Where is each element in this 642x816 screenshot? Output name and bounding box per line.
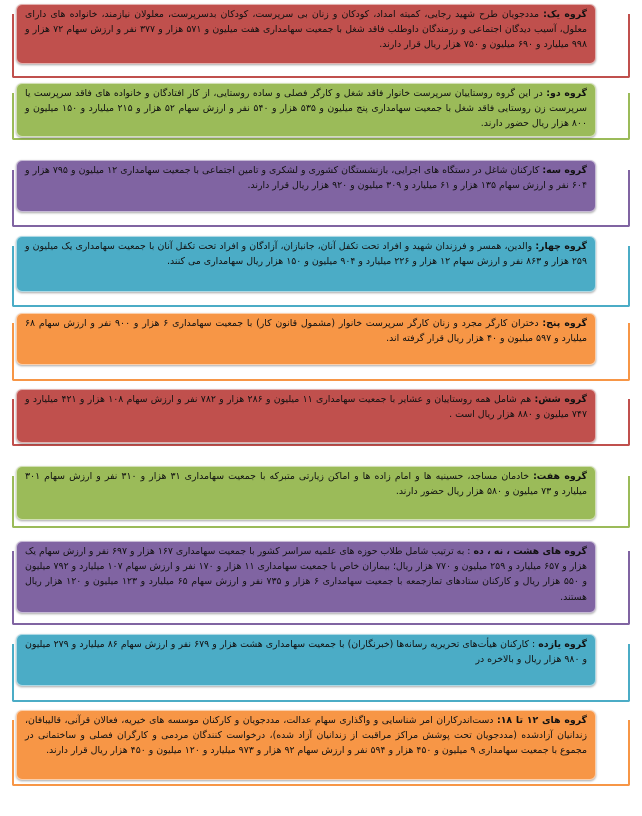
group-box [16,236,596,292]
group-label: گروه یک: [543,9,587,20]
group-box [16,541,596,613]
group-box [16,389,596,443]
group-box [16,313,596,365]
group-label: گروه سه: [542,165,587,176]
group-text: والدین، همسر و فرزندان شهید و افراد تحت تکفل آنان، جانبازان، آزادگان و افراد تحت تکفل آنان با جمعیت سهامداری یک میلیون و ۲۵۹ هزار و ۸۶۳ نفر و ارزش سهام ۱۲ هزار و ۲۲۶ میلیارد و ۹۰۴ میلیون و ۱۵۰ هزار ریال سهامداری می کنند. [25,241,587,268]
group-text: مددجویان طرح شهید رجایی، کمیته امداد، کودکان و زنان بی سرپرست، کودکان بدسرپرست، معلولان نیازمند، خانواده های دارای معلول، آسیب دیدگان اجتماعی و رزمندگان داوطلب فاقد شغل با جمعیت سهامداری هفت میلیون و ۵۷۱ هزار و ۳۷۷ نفر و ارزش سهام ۷۲ هزار و ۹۹۸ میلیارد و ۶۹۰ میلیون و ۷۵۰ هزار ریال قرار دارند. [25,9,587,51]
group-label: گروه چهار: [535,241,587,252]
group-label: گروه های هشت ، نه ، ده [473,546,587,557]
group-label: گروه پنج: [542,318,587,329]
group-text: دختران کارگر مجرد و زنان کارگر سرپرست خانوار (مشمول قانون کار) با جمعیت سهامداری ۶ هزار و ۹۰۰ نفر و ارزش سهام ۶۸ میلیارد و ۵۹۷ میلیون و ۴۰ هزار ریال قرار گرفته اند. [25,318,587,345]
group-label: گروه هفت: [533,471,587,482]
group-label: گروه شش: [534,394,587,405]
group-box [16,634,596,686]
group-text: دست‌اندرکاران امر شناسایی و واگذاری سهام عدالت، مددجویان و کارکنان موسسه های خیریه، فعالان قرآنی، قالیبافان، زندانیان آزادشده (مددجویان تحت پوشش مراکز مراقبت از زندانیان آزاد شده)، درخواست کنندگان مردمی و کارگران فصلی و ساختمانی در مجموع با جمعیت سهامداری ۹ میلیون و ۴۵۰ هزار و ۵۹۴ نفر و ارزش سهام ۹۲ هزار و ۹۷۳ میلیارد و ۱۲۰ میلیون و ۴۵۰ هزار ریال قرار دارند. [25,715,587,757]
group-box [16,160,596,212]
group-text: : کارکنان هیأت‌های تحریریه رسانه‌ها (خبرنگاران) با جمعیت سهامداری هشت هزار و ۶۷۹ نفر و ارزش سهام ۸۶ میلیارد و ۲۷۹ میلیون و ۹۸۰ هزار ریال و بالاخره در [25,639,587,666]
group-label: گروه های ۱۲ تا ۱۸: [496,715,587,726]
group-box [16,710,596,780]
group-text: خادمان مساجد، حسینیه ها و امام زاده ها و اماکن زیارتی متبرکه با جمعیت سهامداری ۳۱ هزار و ۳۱۰ نفر و ارزش سهام ۳۰۱ میلیارد و ۷۳ میلیون و ۵۸۰ هزار ریال حضور دارند. [25,471,587,498]
group-text: هم شامل همه روستاییان و عشایر با جمعیت سهامداری ۱۱ میلیون و ۲۸۶ هزار و ۷۸۲ نفر و ارزش سهام ۱۰۸ هزار و ۴۲۱ میلیارد و ۷۴۷ میلیون و ۸۸۰ هزار ریال است . [25,394,587,421]
group-text: در این گروه روستاییان سرپرست خانوار فاقد شغل و کارگر فصلی و ساده روستایی، از کار افتادگان و خانواده های فاقد سرپرست یا سرپرست زن روستایی فاقد شغل با جمعیت سهامداری پنج میلیون و ۵۳۵ هزار و ۵۴۰ نفر و ارزش سهام ۵۲ هزار و ۲۱۵ میلیارد و ۱۵۰ میلیون و ۸۰۰ هزار ریال حضور دارند. [25,88,588,130]
group-label: گروه دو: [546,88,587,99]
group-label: گروه یازده [538,639,588,650]
group-text: کارکنان شاغل در دستگاه های اجرایی، بازنشستگان کشوری و لشکری و تامین اجتماعی با جمعیت سهامداری ۱۲ میلیون و ۷۹۵ هزار و ۶۰۴ نفر و ارزش سهام ۱۳۵ هزار و ۶۱ میلیارد و ۳۰۹ میلیون و ۹۲۰ هزار ریال قرار دارند. [25,165,587,192]
group-text: : به ترتیب شامل طلاب حوزه های علمیه سراسر کشور با جمعیت سهامداری ۱۶۷ هزار و ۶۹۷ نفر و ارزش سهام یک هزار و ۶۵۷ میلیارد و ۲۵۹ میلیون و ۷۷۰ هزار ریال؛ بیماران خاص با جمعیت سهامداری ۱۱ هزار و ۱۷۰ نفر و ارزش سهام ۱۰۷ میلیارد و ۷۹۲ میلیون و ۵۵۰ هزار ریال و کارکنان ستادهای تمازجمعه با جمعیت سهامداری ۶ هزار و ۷۳۵ نفر و ارزش سهام ۶۵ میلیارد و ۱۲۳ میلیون و ۱۲۰ هزار ریال هستند. [25,546,588,603]
group-box [16,466,596,520]
group-box [16,4,596,64]
group-box [16,83,596,137]
